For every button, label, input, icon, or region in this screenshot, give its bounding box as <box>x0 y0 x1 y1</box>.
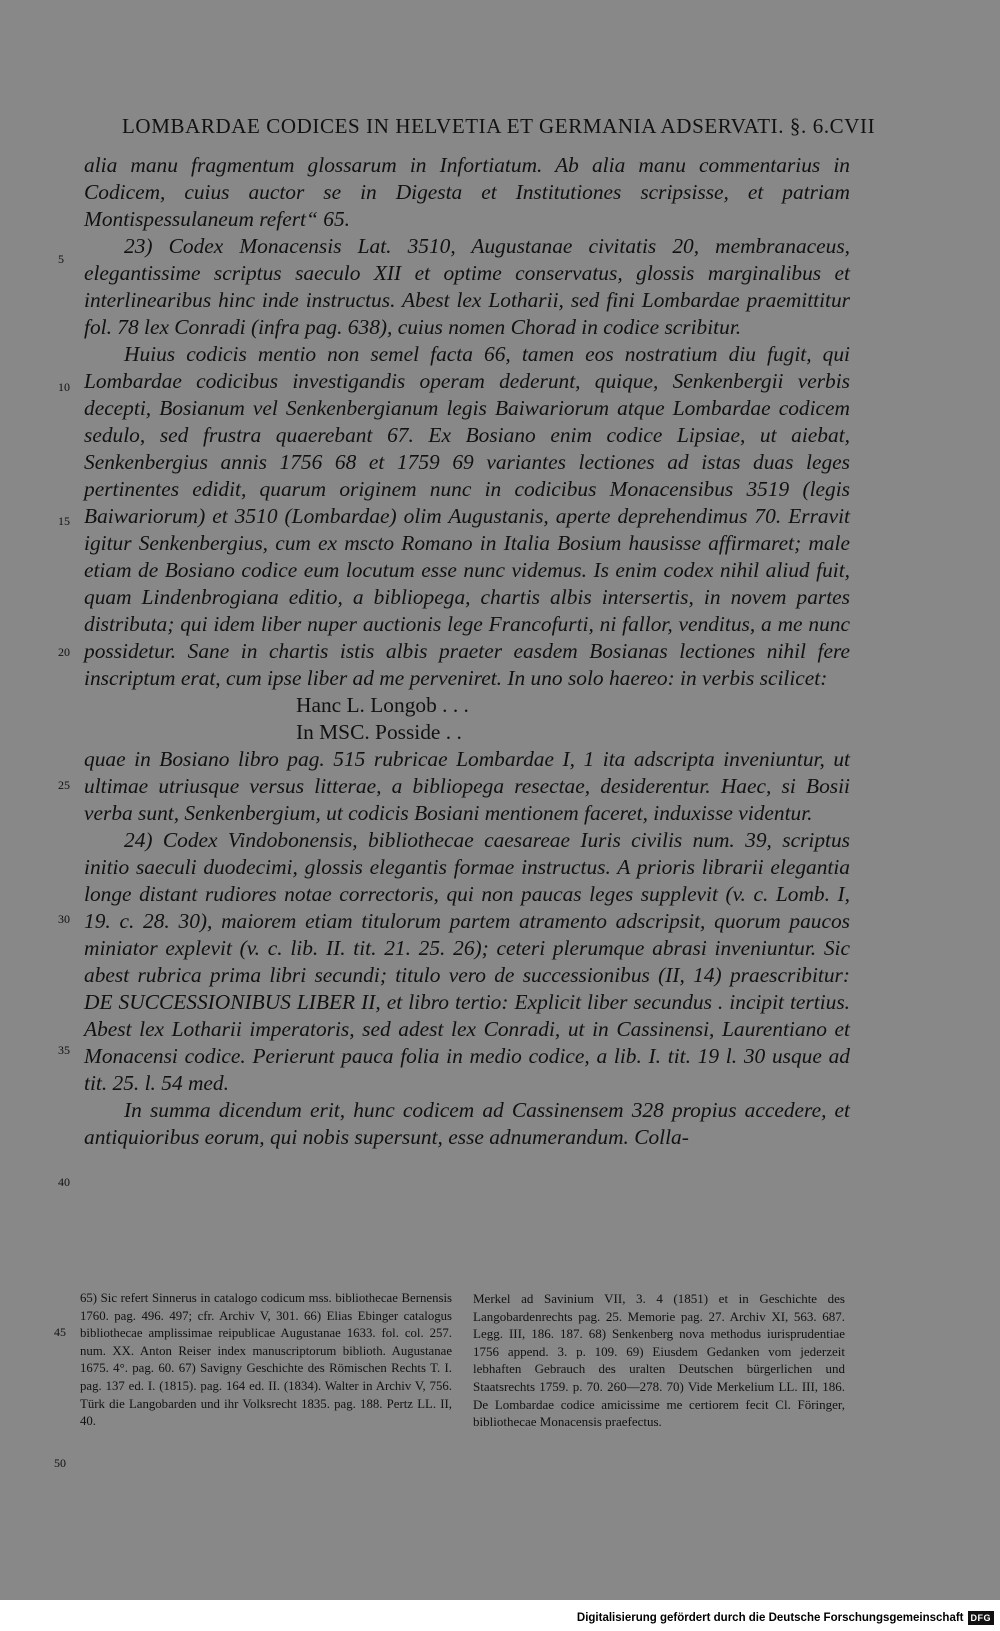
paragraph: alia manu fragmentum glossarum in Infortiatum. Ab alia manu commentarius in Codicem, cuius auctor se in Digesta et Institutiones scripsisse, et patriam Montispessulaneum refert“ 65. <box>84 153 850 231</box>
line-number: 15 <box>58 514 70 528</box>
footnote-line-number: 50 <box>54 1456 66 1470</box>
line-number: 30 <box>58 912 70 926</box>
page-number: CVII <box>829 114 876 138</box>
footnote-column-right <box>473 1290 845 1431</box>
line-number: 5 <box>58 252 64 266</box>
footnote-text: Merkel ad Savinium VII, 3. 4 (1851) et in Geschichte des Langobardenrechts pag. 25. Memorie pag. 27. Archiv XI, 563. 687. Legg. III, 186. 187. 68) Senkenberg nova methodus iurisprudentiae 1756 append. 3. p. 109. 69) Eiusdem Gedanken vom jederzeit lebhaften Gebrauch des uralten Deutschen bürgerlichen und Staatsrechts 1759. p. 70. 260—278. 70) Vide Merkelium LL. III, 186. De Lombardae codice amicissime me certiorem fecit Cl. Föringer, bibliothecae Monacensis praefectus. <box>473 1291 845 1430</box>
line-number: 35 <box>58 1043 70 1057</box>
quoted-verse-line: In MSC. Posside . . <box>296 720 462 744</box>
line-number: 40 <box>58 1175 70 1189</box>
running-header <box>122 114 876 139</box>
paragraph: Huius codicis mentio non semel facta 66, tamen eos nostratium diu fugit, qui Lombardae codicibus investigandis operam dederunt, quique, Senkenbergii verbis decepti, Bosianum vel Senkenbergianum legis Baiwariorum atque Lombardae codicem sedulo, sed frustra quaerebant 67. Ex Bosiano enim codice Lipsiae, ut aiebat, Senkenbergius annis 1756 68 et 1759 69 variantes lectiones ad istas duas leges pertinentes edidit, quarum originem nunc in codicibus Monacensibus 3519 (legis Baiwariorum) et 3510 (Lombardae) olim Augustanis, aperte deprehendimus 70. Erravit igitur Senkenbergius, cum ex mscto Romano in Italia Bosium hausisse affirmaret; male etiam de Bosiano codice eum locutum esse nunc videmus. Is enim codex nihil aliud fuit, quam Lindenbrogiana editio, a bibliopega, chartis albis intersertis, in novem partes distributa; qui idem liber nuper auctionis lege Francofurti, ni fallor, venditus, a me nunc possidetur. Sane in chartis istis albis praeter easdem Bosianas lectiones nihil fere inscriptum erat, cum ipse liber ad me perveniret. In uno solo haereo: in verbis scilicet: <box>84 342 850 690</box>
line-number: 25 <box>58 778 70 792</box>
paragraph: 24) Codex Vindobonensis, bibliothecae caesareae Iuris civilis num. 39, scriptus initio saeculi duodecimi, glossis elegantis formae instructus. A prioris librarii elegantia longe distant rudiores notae correctoris, qui non paucas leges supplevit (v. c. Lomb. I, 19. c. 28. 30), maiorem etiam titulorum partem atramento adscripsit, quorum paucos miniator explevit (v. c. lib. II. tit. 21. 25. 26); ceteri plerumque abrasi inveniuntur. Sic abest rubrica prima libri secundi; titulo vero de successionibus (II, 14) praescribitur: DE SUCCESSIONIBUS LIBER II, et libro tertio: Explicit liber secundus . incipit tertius. Abest lex Lotharii imperatoris, sed adest lex Conradi, ut in Cassinensi, Laurentiano et Monacensi codice. Perierunt pauca folia in medio codice, a lib. I. tit. 19 l. 30 usque ad tit. 25. l. 54 med. <box>84 828 850 1095</box>
funding-credit: Digitalisierung gefördert durch die Deutsche Forschungsgemeinschaft <box>576 1612 964 1624</box>
header-title: LOMBARDAE CODICES IN HELVETIA ET GERMANIA ADSERVATI. §. 6. <box>122 114 830 138</box>
quoted-verse-line: Hanc L. Longob . . . <box>296 693 469 717</box>
line-number: 20 <box>58 645 70 659</box>
footnote-text: 65) Sic refert Sinnerus in catalogo codicum mss. bibliothecae Bernensis 1760. pag. 496. 497; cfr. Archiv V, 301. 66) Elias Ebinger catalogus bibliothecae amplissimae reipublicae Augustanae 1633. fol. col. 257. num. XX. Anton Reiser index manuscriptorum biblioth. Augustanae 1675. 4°. pag. 60. 67) Savigny Geschichte des Römischen Rechts T. I. pag. 137 ed. I. (1815). pag. 164 ed. II. (1834). Walter in Archiv V, 756. Türk die Langobarden und ihr Volksrecht 1835. pag. 188. Pertz LL. II, 40. <box>80 1291 452 1429</box>
paragraph: quae in Bosiano libro pag. 515 rubricae Lombardae I, 1 ita adscripta inveniuntur, ut ultimae utriusque versus litterae, a bibliopega resectae, desiderentur. Haec, si Bosii verba sunt, Senkenbergium, ut codicis Bosiani mentionem faceret, induxisse videntur. <box>84 747 850 825</box>
footnotes <box>80 1290 845 1431</box>
footer-credit-bar <box>0 1606 1000 1630</box>
footnote-line-number: 45 <box>54 1325 66 1339</box>
paragraph: In summa dicendum erit, hunc codicem ad Cassinensem 328 propius accedere, et antiquioribus eorum, qui nobis supersunt, esse adnumerandum. Colla- <box>84 1098 850 1149</box>
paragraph: 23) Codex Monacensis Lat. 3510, Augustanae civitatis 20, membranaceus, elegantissime scriptus saeculo XII et optime conservatus, glossis marginalibus et interlinearibus hinc inde instructus. Abest lex Lotharii, sed fini Lombardae praemittitur fol. 78 lex Conradi (infra pag. 638), cuius nomen Chorad in codice scribitur. <box>84 234 850 339</box>
line-number: 10 <box>58 380 70 394</box>
footnote-column-left <box>80 1290 452 1431</box>
body-text <box>84 152 850 1151</box>
dfg-logo-icon: DFG <box>968 1611 995 1625</box>
